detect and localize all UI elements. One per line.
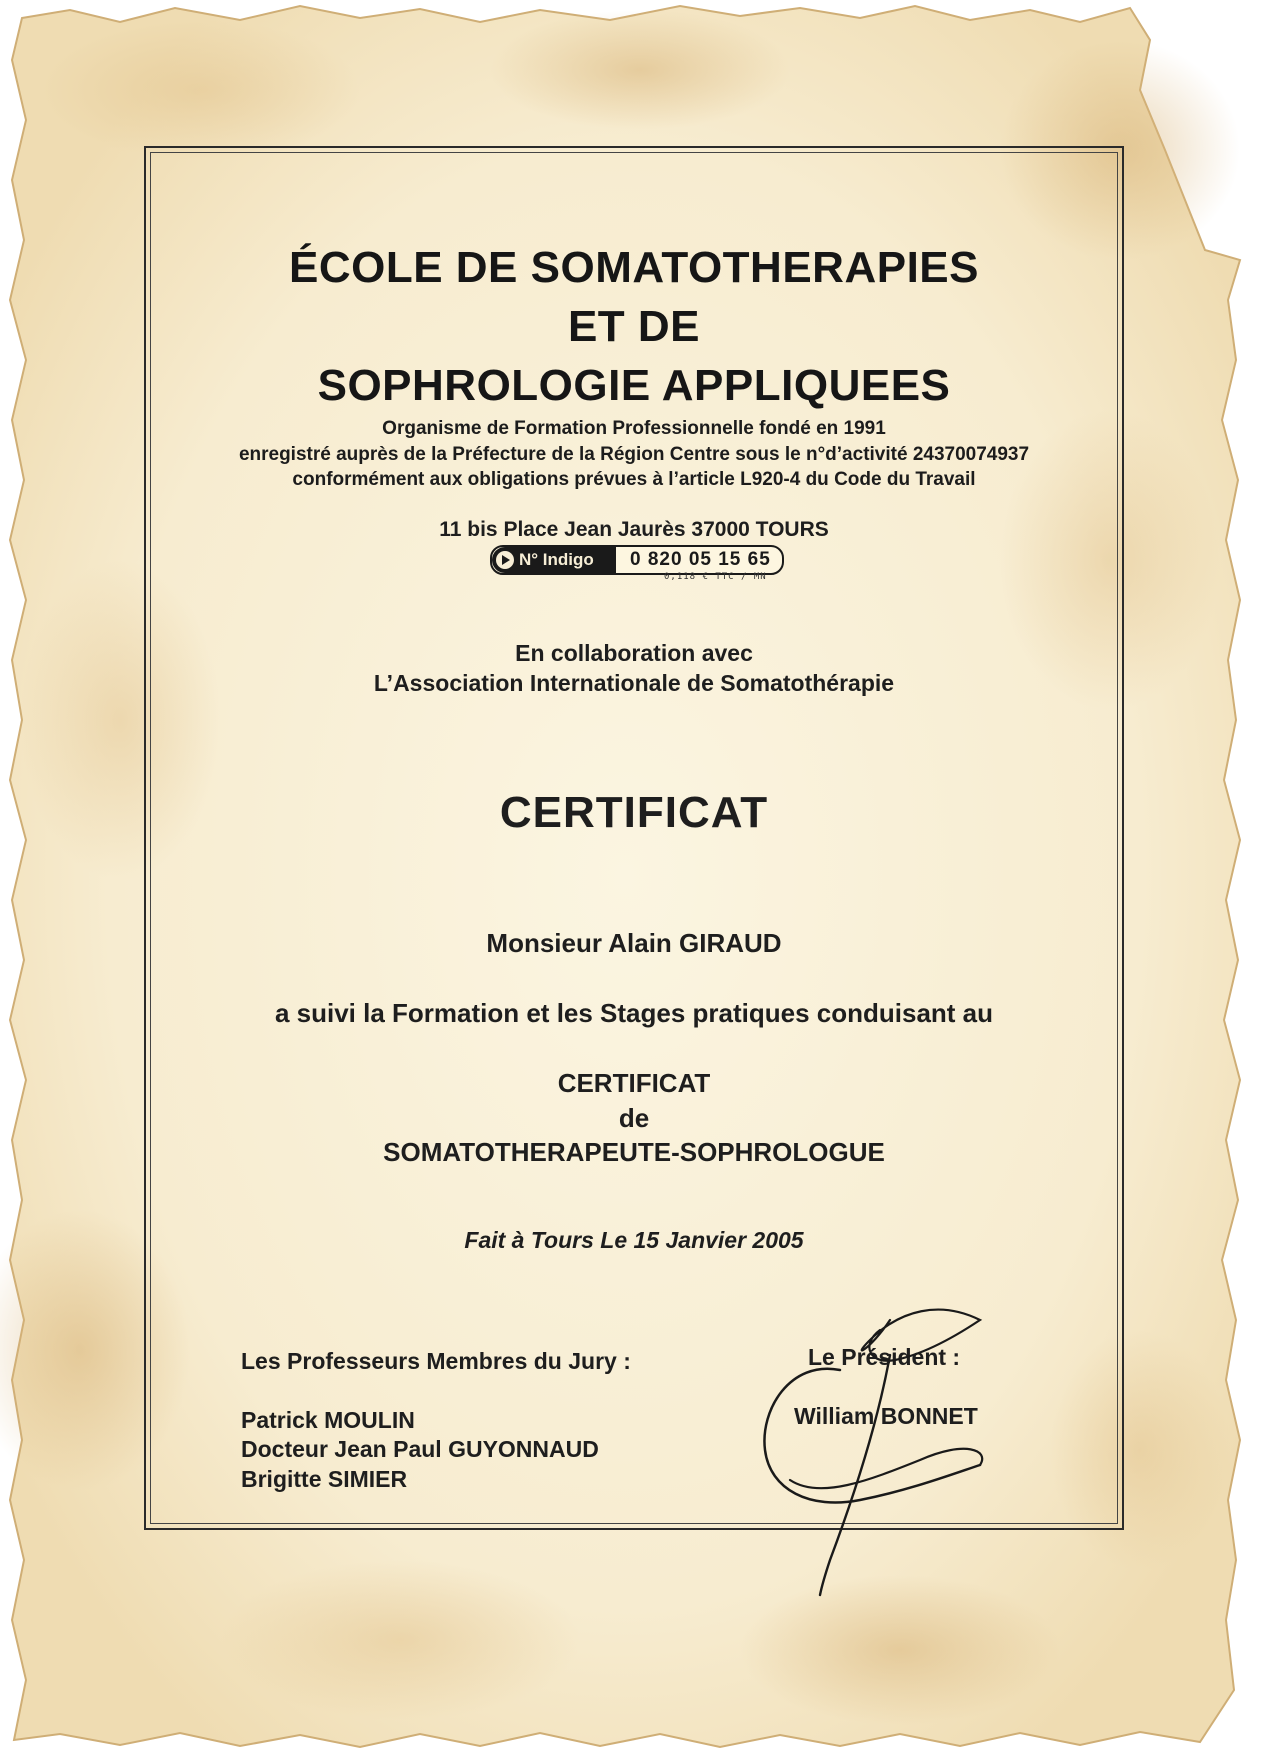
award-line-1: CERTIFICAT (557, 1068, 711, 1098)
school-name-line-1: ÉCOLE DE SOMATOTHERAPIES (288, 243, 979, 292)
president-signature (750, 1300, 1010, 1600)
signature-stroke-2 (790, 1449, 982, 1488)
indigo-phone-badge (490, 545, 784, 575)
place-and-date: Fait à Tours Le 15 Janvier 2005 (464, 1227, 804, 1253)
award-line-3: SOMATOTHERAPEUTE-SOPHROLOGUE (383, 1137, 885, 1167)
president-heading: Le Président : (808, 1344, 961, 1370)
collaboration-line-1: En collaboration avec (515, 640, 753, 666)
signature-stroke-3 (862, 1310, 980, 1361)
play-icon (496, 551, 514, 569)
certificate-title: CERTIFICAT (499, 788, 769, 837)
president-name: William BONNET (794, 1403, 978, 1429)
school-address: 11 bis Place Jean Jaurès 37000 TOURS (439, 518, 829, 541)
collaboration-line-2: L’Association Internationale de Somatothérapie (373, 670, 895, 696)
phone-price: 0,118 € TTC / MN (664, 572, 767, 582)
school-info-line-3: conformément aux obligations prévues à l’article L920-4 du Code du Travail (292, 469, 976, 490)
jury-heading: Les Professeurs Membres du Jury : (241, 1348, 631, 1374)
school-info-line-2: enregistré auprès de la Préfecture de la Région Centre sous le n°d’activité 24370074937 (238, 444, 1030, 465)
certificate-statement: a suivi la Formation et les Stages pratiques conduisant au (274, 998, 994, 1028)
phone-number: 0 820 05 15 65 (630, 549, 771, 570)
school-name-line-2: ET DE (567, 302, 701, 351)
jury-member-3: Brigitte SIMIER (241, 1466, 408, 1492)
indigo-tag (492, 547, 616, 573)
jury-member-1: Patrick MOULIN (241, 1407, 415, 1433)
school-name-line-3: SOPHROLOGIE APPLIQUEES (317, 361, 951, 410)
indigo-label: N° Indigo (519, 550, 594, 569)
award-line-2: de (618, 1103, 650, 1133)
jury-member-2: Docteur Jean Paul GUYONNAUD (241, 1436, 599, 1462)
recipient-name: Monsieur Alain GIRAUD (486, 928, 782, 958)
school-info-line-1: Organisme de Formation Professionnelle fondé en 1991 (382, 418, 886, 439)
